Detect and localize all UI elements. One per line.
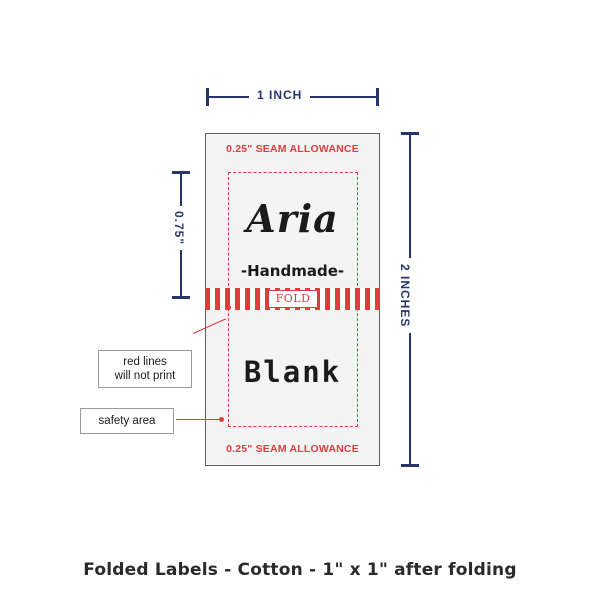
- seam-allowance-top-label: 0.25" SEAM ALLOWANCE: [226, 143, 359, 155]
- seam-allowance-bottom-label: 0.25" SEAM ALLOWANCE: [226, 443, 359, 455]
- width-dimension-left-cap: [206, 88, 209, 106]
- callout-safety-area: safety area: [80, 408, 174, 434]
- callout-red-lines-line2: will not print: [114, 370, 176, 382]
- height-dimension-label: 2 INCHES: [396, 258, 414, 333]
- callout-red-lines: [98, 350, 192, 388]
- callout-red-lines-line1: red lines: [123, 356, 167, 368]
- height-dimension-top-cap: [401, 132, 419, 135]
- safety-area-anchor-dot: [219, 417, 224, 422]
- safety-area-leader-line: [176, 419, 221, 420]
- diagram-caption: Folded Labels - Cotton - 1" x 1" after folding: [83, 560, 517, 580]
- height-dimension-bottom-cap: [401, 464, 419, 467]
- red-lines-anchor-dot: [226, 305, 231, 310]
- inner-height-dimension-top-cap: [172, 171, 190, 174]
- fold-label: FOLD: [268, 290, 318, 308]
- brand-name-text: Aria: [246, 196, 339, 241]
- inner-height-dimension-bottom-cap: [172, 296, 190, 299]
- blank-area-text: Blank: [243, 355, 342, 389]
- width-dimension-label: 1 INCH: [249, 86, 310, 104]
- tagline-text: -Handmade-: [240, 262, 345, 280]
- width-dimension-right-cap: [376, 88, 379, 106]
- inner-height-dimension-label: 0.75": [170, 206, 188, 250]
